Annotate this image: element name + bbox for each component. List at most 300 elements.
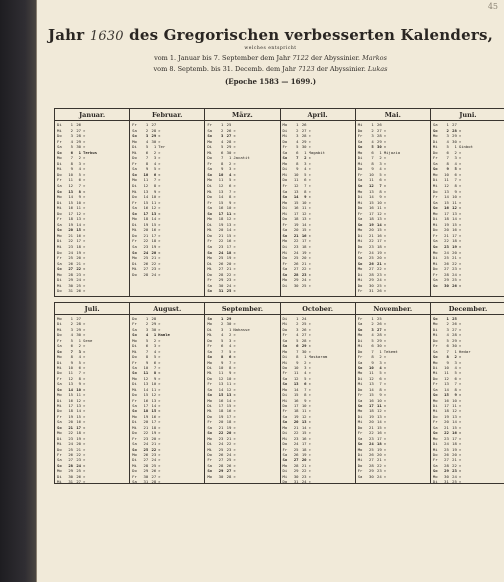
gregorian-day: 18 [369,408,374,414]
abyssinian-day: 16 [301,435,307,441]
gregorian-day: 14 [369,194,374,200]
abyssinian-month: » [158,216,161,222]
abyssinian-month: » [383,381,387,387]
abyssinian-day: 25 [226,288,232,294]
gregorian-day: 14 [143,194,149,200]
weekday: Di [57,359,62,365]
gregorian-day: 9 [221,359,224,365]
weekday: Do [432,149,438,155]
abyssinian-day: 21 [452,255,457,261]
abyssinian-day: 16 [301,232,307,238]
abyssinian-month: » [83,403,86,408]
abyssinian-month: » [83,238,86,244]
abyssinian-day: 11 [226,210,232,216]
gregorian-day: 2 [446,321,449,327]
abyssinian-month: » [158,403,161,408]
gregorian-day: 26 [143,451,149,457]
abyssinian-day: 10 [452,194,457,200]
abyssinian-day: 3 [78,160,81,166]
weekday: Mo [207,255,213,261]
day-row [207,474,278,479]
gregorian-day: 15 [293,392,299,398]
gregorian-day: 13 [444,188,449,194]
abyssinian-month: » [458,424,462,430]
abyssinian-day: 26 [377,321,382,327]
abyssinian-day: 28 [377,133,382,139]
abyssinian-month: » [458,133,462,139]
abyssinian-day: 26 [226,127,232,133]
abyssinian-month: » [383,408,387,414]
gregorian-day: 11 [143,370,149,376]
abyssinian-day: 23 [452,468,457,474]
gregorian-day: 6 [296,149,299,155]
abyssinian-month: » [233,166,236,172]
weekday: Do [207,155,213,161]
weekday: Sa [432,462,438,468]
abyssinian-day: 28 [226,473,232,479]
weekday: Sa [357,138,363,144]
weekday: Mo [207,177,213,183]
weekday: Fr [357,171,363,177]
abyssinian-month: » [458,441,462,447]
weekday: Mi [282,249,288,255]
gregorian-day: 22 [369,430,374,436]
weekday: Mo [132,451,137,457]
abyssinian-month: » [158,166,161,172]
weekday: So [357,326,363,332]
gregorian-day: 1 [70,316,73,321]
gregorian-day: 3 [145,133,149,139]
weekday: So [282,419,288,425]
abyssinian-month: » [383,413,387,419]
abyssinian-month: » [383,359,387,365]
abyssinian-day: 26 [76,288,81,294]
abyssinian-day: 28 [452,127,457,133]
abyssinian-month: » [308,199,311,205]
abyssinian-month: » [233,199,236,205]
weekday: Sa [132,244,137,250]
abyssinian-day: 10 [76,199,81,205]
weekday: Do [357,386,363,392]
abyssinian-month: » [458,462,462,468]
gregorian-day: 20 [68,227,73,233]
weekday: Mi [57,244,62,250]
gregorian-day: 28 [143,462,149,468]
gregorian-day: 2 [70,127,73,133]
gregorian-day: 6 [371,149,374,155]
abyssinian-day: 5 [153,166,157,172]
weekday: Di [57,321,62,327]
gregorian-day: 19 [369,221,374,227]
abyssinian-month: » [158,457,161,463]
weekday: Sa [57,381,62,387]
gregorian-day: 9 [446,166,449,172]
weekday: Di [432,255,438,261]
abyssinian-month: » [158,430,161,436]
gregorian-day: 6 [296,343,299,349]
weekday: Mo [432,435,438,441]
weekday: Di [282,430,288,436]
abyssinian-month: Magabit [308,149,325,155]
abyssinian-day: 14 [226,227,232,233]
gregorian-day: 27 [444,266,449,272]
gregorian-day: 5 [446,337,449,343]
abyssinian-month: » [458,166,462,172]
abyssinian-day: 22 [377,462,382,468]
weekday: Sa [357,435,363,441]
gregorian-day: 4 [371,332,374,338]
abyssinian-day: 9 [454,392,457,398]
abyssinian-day: 22 [151,446,157,452]
abyssinian-month: » [158,149,161,155]
abyssinian-day: 13 [76,216,81,222]
gregorian-day: 17 [218,403,224,408]
abyssinian-month: » [458,321,462,327]
abyssinian-day: 4 [454,364,457,370]
weekday: Fr [132,238,137,244]
weekday: Sa [432,424,438,430]
weekday: Fr [432,194,438,200]
gregorian-day: 24 [369,249,374,255]
abyssinian-month: » [158,413,161,419]
day-row [283,479,354,483]
abyssinian-month: » [233,227,236,233]
gregorian-day: 1 [70,122,73,127]
gregorian-day: 9 [145,166,149,172]
abyssinian-day: 16 [377,232,382,238]
abyssinian-month: » [233,282,236,288]
gregorian-day: 18 [218,408,224,414]
gregorian-day: 7 [70,348,73,354]
weekday: So [57,149,62,155]
weekday: So [132,332,137,338]
abyssinian-day: 10 [151,194,157,200]
abyssinian-day: 20 [301,255,307,261]
abyssinian-day: 26 [301,122,307,127]
weekday: Sa [57,457,62,463]
abyssinian-month: » [233,266,236,272]
gregorian-day: 8 [371,354,374,360]
abyssinian-day: 4 [229,171,232,177]
abyssinian-day: 13 [226,392,232,398]
abyssinian-day: 29 [226,316,232,321]
abyssinian-day: 21 [76,446,81,452]
weekday: Do [57,133,62,139]
abyssinian-day: 3 [229,166,232,172]
abyssinian-day: 9 [153,375,157,381]
abyssinian-month: » [308,364,311,370]
abyssinian-month: » [458,386,462,392]
weekday: Sa [57,260,62,266]
gregorian-day: 4 [296,138,299,144]
abyssinian-month: » [383,386,387,392]
abyssinian-month: » [308,343,311,349]
weekday: Sa [432,122,438,127]
gregorian-day: 21 [444,424,449,430]
abyssinian-day: 27 [301,127,307,133]
gregorian-day: 25 [143,446,149,452]
abyssinian-month: » [83,133,86,139]
month-column [281,109,356,296]
weekday: Do [207,232,213,238]
abyssinian-month: » [83,413,86,419]
weekday: Do [57,332,62,338]
abyssinian-day: 2 [379,354,382,360]
weekday: Mi [282,435,288,441]
weekday: Di [132,221,137,227]
line2-suffix: der Abyssinier. [316,65,366,73]
gregorian-day: 25 [293,446,299,452]
weekday: Mo [207,359,213,365]
abyssinian-day: 8 [304,188,307,194]
abyssinian-month: » [383,462,387,468]
abyssinian-month: » [308,138,311,144]
weekday: So [207,249,213,255]
abyssinian-month: » [308,144,311,150]
abyssinian-day: 9 [379,392,382,398]
abyssinian-day: 2 [304,155,307,161]
abyssinian-month: » [83,435,86,441]
abyssinian-month: » [83,244,86,250]
abyssinian-day: 29 [301,343,307,349]
abyssinian-day: 3 [153,155,157,161]
weekday: Mi [57,326,62,332]
weekday: Mo [57,392,62,398]
gregorian-day: 5 [70,144,73,150]
weekday: Sa [357,321,363,327]
abyssinian-month: » [458,392,462,398]
weekday: Mo [57,194,62,200]
weekday: Di [357,155,363,161]
abyssinian-day: 18 [452,441,457,447]
gregorian-day: 13 [369,188,374,194]
gregorian-day: 30 [218,473,224,479]
weekday: Di [432,364,438,370]
abyssinian-day: 5 [379,171,382,177]
abyssinian-month: » [83,171,86,177]
abyssinian-month: » [458,255,462,261]
abyssinian-day: 10 [226,375,232,381]
abyssinian-day: 16 [151,227,157,233]
weekday: Di [57,435,62,441]
weekday: Mo [57,354,62,360]
abyssinian-day: 6 [379,177,382,183]
day-row [283,283,354,289]
weekday: So [132,446,137,452]
abyssinian-month: » [158,133,161,139]
gregorian-day: 20 [369,419,374,425]
gregorian-day: 19 [218,221,224,227]
abyssinian-month: » [458,332,462,338]
weekday: Sa [207,282,213,288]
abyssinian-month: » [383,392,387,398]
abyssinian-month: » [158,188,161,194]
abyssinian-day: 13 [76,403,81,408]
weekday: Sa [132,166,137,172]
abyssinian-month: » [308,419,311,425]
abyssinian-month: » [83,210,86,216]
weekday: Fr [207,199,213,205]
abyssinian-month: » [83,424,86,430]
abyssinian-month: » [158,138,161,144]
weekday: So [357,183,363,189]
gregorian-day: 1 [296,316,299,321]
abyssinian-day: 20 [76,441,81,447]
abyssinian-month: » [233,359,236,365]
gregorian-day: 28 [293,462,299,468]
weekday: So [357,403,363,408]
abyssinian-day: 12 [452,408,457,414]
gregorian-day: 31 [143,479,149,483]
abyssinian-month: » [308,473,311,479]
gregorian-day: 23 [143,435,149,441]
abyssinian-month: » [233,375,236,381]
weekday: Di [432,479,438,483]
weekday: Mo [282,424,288,430]
gregorian-day: 17 [218,210,224,216]
abyssinian-day: 26 [76,122,81,127]
abyssinian-day: 25 [377,316,382,321]
gregorian-day: 26 [369,451,374,457]
abyssinian-month: » [383,260,387,266]
abyssinian-month: » [458,188,462,194]
abyssinian-day: 17 [301,238,307,244]
gregorian-day: 13 [68,188,73,194]
abyssinian-day: 8 [229,364,232,370]
weekday: Mo [132,413,137,419]
weekday: Di [282,166,288,172]
weekday: Fr [132,435,137,441]
abyssinian-day: 2 [78,343,81,349]
month-header: August. [130,303,204,315]
weekday: Sa [282,227,288,233]
weekday: Sa [132,403,137,408]
gregorian-day: 14 [293,386,299,392]
abyssinian-month: » [83,166,86,172]
weekday: Mi [132,266,137,272]
abyssinian-day: 14 [151,216,157,222]
gregorian-day: 2 [371,127,374,133]
weekday: So [282,232,288,238]
gregorian-day: 20 [143,227,149,233]
abyssinian-day: 21 [452,457,457,463]
weekday: So [432,205,438,211]
abyssinian-day: 24 [151,457,157,463]
abyssinian-month: » [458,171,462,177]
month-column [431,303,504,483]
abyssinian-month: » [83,343,86,349]
weekday: Sa [282,149,288,155]
abyssinian-day: 30 [76,144,81,150]
abyssinian-month: » [308,392,311,398]
abyssinian-month: » [233,370,236,376]
gregorian-day: 17 [293,403,299,408]
abyssinian-month: » [233,288,236,294]
abyssinian-month: » [458,266,462,272]
abyssinian-day: 14 [452,216,457,222]
gregorian-day: 16 [369,205,374,211]
gregorian-day: 17 [68,403,73,408]
gregorian-day: 24 [143,249,149,255]
abyssinian-month: » [458,479,462,483]
abyssinian-month: » [308,194,311,200]
weekday: Mi [282,359,288,365]
abyssinian-month: » [83,177,86,183]
weekday: Di [282,316,288,321]
second-half-year-table [54,302,504,484]
weekday: Mo [207,138,213,144]
gregorian-day: 28 [369,271,374,277]
abyssinian-month: » [308,468,311,474]
gregorian-day: 31 [293,479,299,483]
abyssinian-day: 9 [454,188,457,194]
abyssinian-day: 17 [377,238,382,244]
weekday: So [357,441,363,447]
weekday: So [132,408,137,414]
abyssinian-month: » [383,364,387,370]
abyssinian-month: » [158,266,161,272]
abyssinian-day: 1 [304,149,307,155]
weekday: Fr [57,337,62,343]
abyssinian-day: 8 [78,188,81,194]
abyssinian-day: 26 [452,282,457,288]
gregorian-day: 19 [293,413,299,419]
gregorian-day: 9 [296,166,299,172]
weekday: Mo [132,337,137,343]
abyssinian-day: 15 [151,221,157,227]
abyssinian-day: 23 [151,451,157,457]
weekday: Mo [57,430,62,436]
abyssinian-day: 30 [151,326,157,332]
abyssinian-month: » [458,160,462,166]
abyssinian-month: » [308,413,311,419]
weekday: So [432,282,438,288]
abyssinian-day: 5 [78,359,81,365]
weekday: Do [57,210,62,216]
abyssinian-day: 30 [452,138,457,144]
weekday: Di [207,183,213,189]
gregorian-day: 17 [369,403,374,408]
weekday: Fr [432,155,438,161]
weekday: Do [282,326,288,332]
abyssinian-day: 9 [229,199,232,205]
gregorian-day: 11 [444,177,449,183]
abyssinian-month: » [83,441,86,447]
abyssinian-month: » [458,155,462,161]
weekday: Mo [132,375,137,381]
abyssinian-month: » [233,435,236,441]
abyssinian-day: 15 [76,227,81,233]
gregorian-day: 1 [371,316,374,321]
gregorian-day: 29 [369,468,374,474]
abyssinian-day: 29 [377,337,382,343]
abyssinian-day: 23 [226,446,232,452]
weekday: Fr [282,446,288,452]
gregorian-day: 20 [293,227,299,233]
gregorian-day: 11 [218,177,224,183]
abyssinian-day: 5 [379,370,382,376]
abyssinian-day: 14 [301,221,307,227]
abyssinian-day: 1 [379,348,382,354]
abyssinian-day: 9 [379,194,382,200]
weekday: Di [132,144,137,150]
abyssinian-day: 4 [78,166,81,172]
abyssinian-month: Jacatit [233,155,250,161]
gregorian-day: 24 [143,441,149,447]
abyssinian-day: 9 [153,188,157,194]
abyssinian-day: 10 [301,403,307,408]
abyssinian-month: » [383,221,387,227]
